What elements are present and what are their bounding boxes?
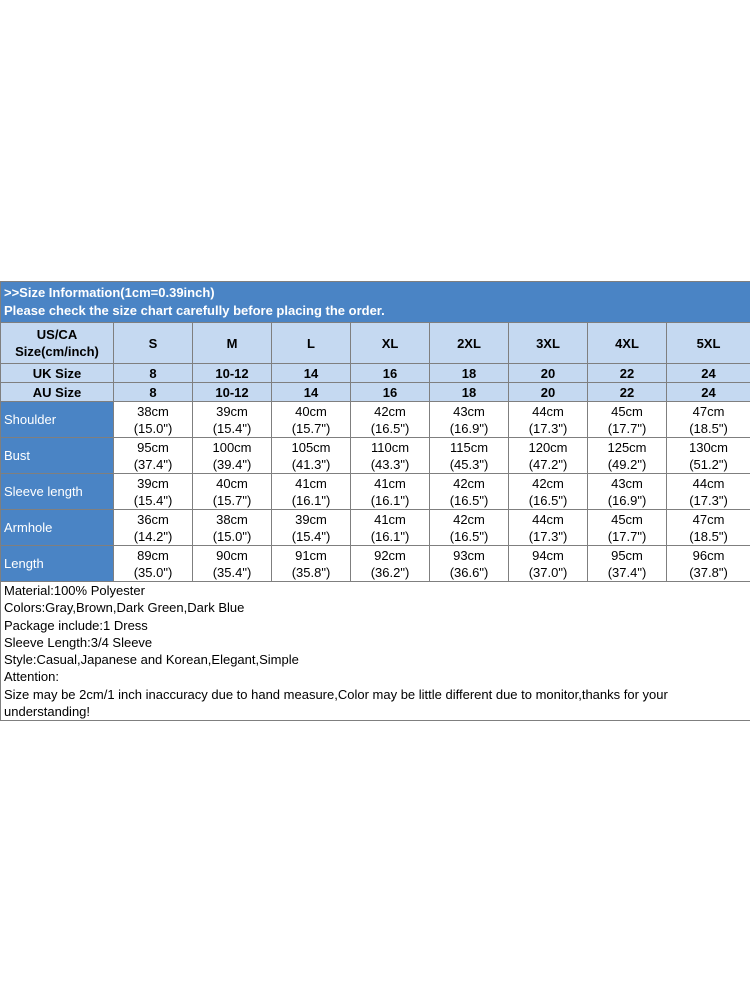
uk-size-value: 20 <box>509 364 588 383</box>
measurement-cell <box>193 438 272 474</box>
measurement-cell <box>114 402 193 438</box>
measurement-cell <box>351 510 430 546</box>
inch-value: (35.8") <box>291 564 331 580</box>
cm-value: 45cm <box>611 511 643 527</box>
inch-value: (51.2") <box>689 456 728 472</box>
inch-value: (37.4") <box>607 564 647 580</box>
info-sleeve: Sleeve Length:3/4 Sleeve <box>4 634 153 650</box>
info-attention: Attention: <box>4 669 59 685</box>
measurement-cell <box>667 402 750 438</box>
measurement-cell <box>351 546 430 582</box>
cm-value: 40cm <box>295 403 327 419</box>
measurement-row <box>1 438 750 474</box>
measurement-cell <box>430 546 509 582</box>
inch-value: (36.2") <box>370 564 410 580</box>
size-col-header: L <box>272 323 351 364</box>
cm-value: 95cm <box>611 547 643 563</box>
info-disclaimer: Size may be 2cm/1 inch inaccuracy due to hand measure,Color may be little different due to monitor,thanks for your understanding! <box>4 686 668 720</box>
measurement-cell <box>667 546 750 582</box>
measurement-label: Shoulder <box>1 402 114 438</box>
us-size-header-row <box>1 323 750 364</box>
cm-value: 115cm <box>449 439 489 455</box>
measurement-cell <box>667 510 750 546</box>
cm-value: 42cm <box>453 475 485 491</box>
inch-value: (35.0") <box>133 564 173 580</box>
inch-value: (43.3") <box>370 456 410 472</box>
measurement-row <box>1 546 750 582</box>
info-material: Material:100% Polyester <box>4 583 145 598</box>
cm-value: 95cm <box>137 439 169 455</box>
inch-value: (16.5") <box>528 492 568 508</box>
cm-value: 39cm <box>216 403 248 419</box>
measurement-cell <box>509 402 588 438</box>
inch-value: (17.3") <box>528 528 568 544</box>
measurement-cell <box>272 402 351 438</box>
inch-value: (35.4") <box>212 564 252 580</box>
measurement-cell <box>193 474 272 510</box>
cm-value: 89cm <box>137 547 169 563</box>
cm-value: 125cm <box>607 439 647 455</box>
inch-value: (15.0") <box>212 528 252 544</box>
au-size-value: 8 <box>114 383 193 402</box>
uk-size-value: 16 <box>351 364 430 383</box>
measurement-label: Bust <box>1 438 114 474</box>
inch-value: (15.0") <box>133 420 173 436</box>
measurement-row <box>1 474 750 510</box>
uk-size-value: 8 <box>114 364 193 383</box>
measurement-label: Sleeve length <box>1 474 114 510</box>
au-size-label: AU Size <box>1 383 114 402</box>
measurement-cell <box>193 510 272 546</box>
inch-value: (15.4") <box>133 492 173 508</box>
size-col-header: 2XL <box>430 323 509 364</box>
au-size-value: 10-12 <box>193 383 272 402</box>
measurement-cell <box>272 438 351 474</box>
cm-value: 40cm <box>216 475 248 491</box>
measurement-cell <box>114 510 193 546</box>
cm-value: 100cm <box>212 439 252 455</box>
us-ca-label: US/CA <box>36 327 78 342</box>
inch-value: (17.7") <box>607 528 647 544</box>
banner-row <box>1 282 750 323</box>
size-col-header: S <box>114 323 193 364</box>
measurement-cell <box>588 546 667 582</box>
cm-value: 42cm <box>532 475 564 491</box>
au-size-row <box>1 383 750 402</box>
measurement-cell <box>430 510 509 546</box>
cm-value: 44cm <box>532 403 564 419</box>
measurement-cell <box>509 510 588 546</box>
au-size-value: 16 <box>351 383 430 402</box>
measurement-cell <box>114 474 193 510</box>
info-package: Package include:1 Dress <box>4 617 148 633</box>
inch-value: (16.5") <box>449 528 489 544</box>
au-size-value: 20 <box>509 383 588 402</box>
au-size-value: 18 <box>430 383 509 402</box>
cm-value: 38cm <box>137 403 169 419</box>
inch-value: (16.9") <box>449 420 489 436</box>
inch-value: (15.4") <box>291 528 331 544</box>
measurement-cell <box>667 438 750 474</box>
uk-size-value: 10-12 <box>193 364 272 383</box>
cm-value: 110cm <box>370 439 410 455</box>
measurement-row <box>1 402 750 438</box>
measurement-cell <box>114 438 193 474</box>
info-colors: Colors:Gray,Brown,Dark Green,Dark Blue <box>4 600 245 616</box>
inch-value: (15.4") <box>212 420 252 436</box>
measurement-cell <box>588 510 667 546</box>
cm-value: 44cm <box>692 475 725 491</box>
cm-value: 39cm <box>137 475 169 491</box>
info-style: Style:Casual,Japanese and Korean,Elegant,Simple <box>4 652 299 668</box>
cm-value: 130cm <box>688 439 729 455</box>
size-col-header: M <box>193 323 272 364</box>
measurement-cell <box>509 546 588 582</box>
inch-value: (39.4") <box>212 456 252 472</box>
cm-value: 44cm <box>532 511 564 527</box>
inch-value: (16.1") <box>370 528 410 544</box>
cm-value: 41cm <box>374 475 406 491</box>
cm-value: 47cm <box>692 403 725 419</box>
cm-value: 90cm <box>216 547 248 563</box>
inch-value: (18.5") <box>689 420 728 436</box>
inch-value: (16.9") <box>607 492 647 508</box>
inch-value: (16.1") <box>370 492 410 508</box>
measurement-cell <box>114 546 193 582</box>
measurement-cell <box>272 510 351 546</box>
size-col-header: XL <box>351 323 430 364</box>
uk-size-label: UK Size <box>1 364 114 383</box>
measurement-cell <box>351 402 430 438</box>
measurement-cell <box>351 474 430 510</box>
inch-value: (15.7") <box>212 492 252 508</box>
measurement-cell <box>193 402 272 438</box>
au-size-value: 22 <box>588 383 667 402</box>
cm-value: 91cm <box>295 547 327 563</box>
measurement-cell <box>588 438 667 474</box>
cm-value: 45cm <box>611 403 643 419</box>
measurement-cell <box>667 474 750 510</box>
measurement-row <box>1 510 750 546</box>
uk-size-row <box>1 364 750 383</box>
measurement-cell <box>430 474 509 510</box>
inch-value: (16.5") <box>449 492 489 508</box>
cm-value: 42cm <box>374 403 406 419</box>
measurement-cell <box>588 402 667 438</box>
inch-value: (36.6") <box>449 564 489 580</box>
banner-title: >>Size Information(1cm=0.39inch) <box>4 285 215 300</box>
au-size-value: 14 <box>272 383 351 402</box>
inch-value: (16.5") <box>370 420 410 436</box>
inch-value: (49.2") <box>607 456 647 472</box>
cm-value: 92cm <box>374 547 406 563</box>
measurement-label: Armhole <box>1 510 114 546</box>
measurement-cell <box>509 474 588 510</box>
cm-value: 47cm <box>692 511 725 527</box>
cm-value: 36cm <box>137 511 169 527</box>
measurement-cell <box>272 474 351 510</box>
inch-value: (37.8") <box>689 564 728 580</box>
inch-value: (18.5") <box>689 528 728 544</box>
inch-value: (15.7") <box>291 420 331 436</box>
cm-value: 93cm <box>453 547 485 563</box>
cm-value: 120cm <box>528 439 568 455</box>
inch-value: (41.3") <box>291 456 331 472</box>
product-info <box>1 582 750 721</box>
info-row <box>1 582 750 721</box>
banner-note: Please check the size chart carefully before placing the order. <box>4 303 385 318</box>
measurement-cell <box>430 438 509 474</box>
cm-value: 41cm <box>295 475 327 491</box>
measurement-rows <box>1 402 750 582</box>
uk-size-value: 22 <box>588 364 667 383</box>
size-info-banner <box>1 282 750 323</box>
inch-value: (16.1") <box>291 492 331 508</box>
au-size-value: 24 <box>667 383 750 402</box>
measurement-cell <box>193 546 272 582</box>
cm-value: 41cm <box>374 511 406 527</box>
cm-value: 42cm <box>453 511 485 527</box>
size-col-header: 4XL <box>588 323 667 364</box>
uk-size-value: 18 <box>430 364 509 383</box>
cm-value: 38cm <box>216 511 248 527</box>
cm-value: 43cm <box>453 403 485 419</box>
size-col-header: 3XL <box>509 323 588 364</box>
measurement-label: Length <box>1 546 114 582</box>
size-chart-table <box>0 281 750 721</box>
cm-value: 96cm <box>692 547 725 563</box>
cm-value: 39cm <box>295 511 327 527</box>
us-size-label <box>1 323 114 364</box>
cm-value: 105cm <box>291 439 331 455</box>
size-col-header: 5XL <box>667 323 750 364</box>
size-unit-label: Size(cm/inch) <box>15 344 99 359</box>
inch-value: (17.7") <box>607 420 647 436</box>
inch-value: (45.3") <box>449 456 489 472</box>
inch-value: (37.4") <box>133 456 173 472</box>
cm-value: 94cm <box>532 547 564 563</box>
cm-value: 43cm <box>611 475 643 491</box>
uk-size-value: 24 <box>667 364 750 383</box>
measurement-cell <box>509 438 588 474</box>
measurement-cell <box>272 546 351 582</box>
measurement-cell <box>588 474 667 510</box>
measurement-cell <box>430 402 509 438</box>
inch-value: (47.2") <box>528 456 568 472</box>
inch-value: (17.3") <box>528 420 568 436</box>
inch-value: (17.3") <box>689 492 728 508</box>
uk-size-value: 14 <box>272 364 351 383</box>
inch-value: (37.0") <box>528 564 568 580</box>
inch-value: (14.2") <box>133 528 173 544</box>
measurement-cell <box>351 438 430 474</box>
